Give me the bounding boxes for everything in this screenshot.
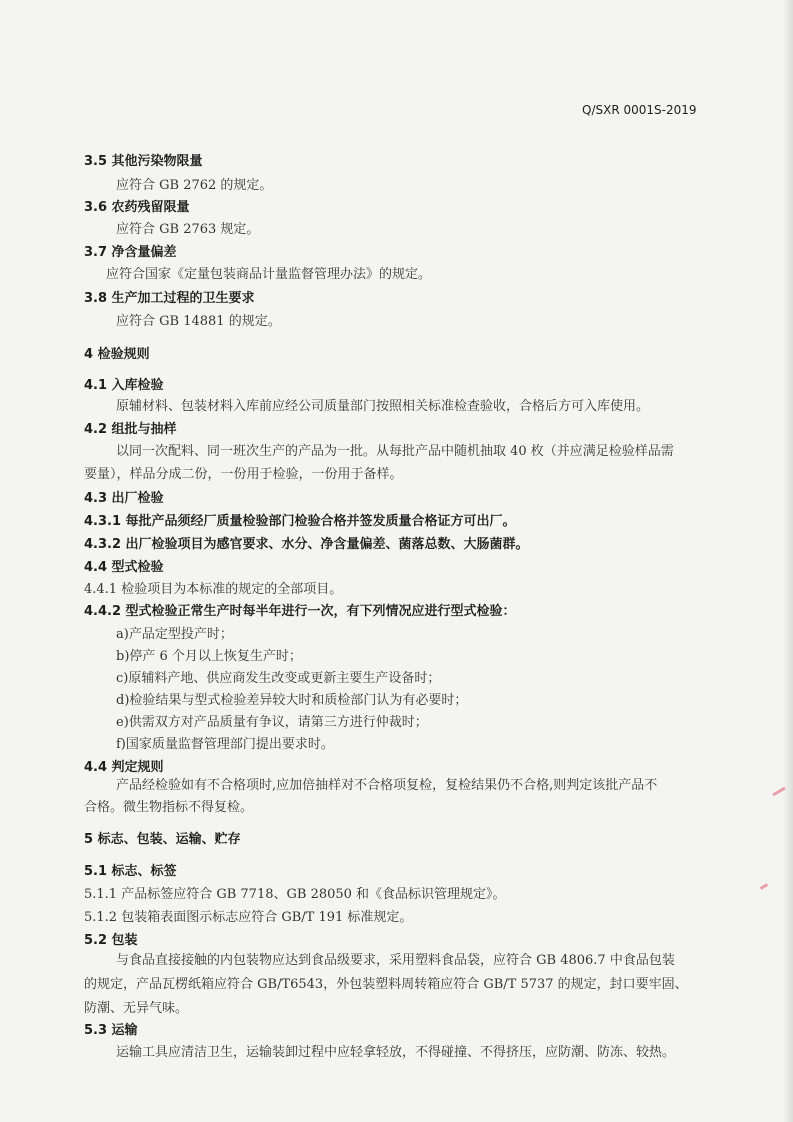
body-text: d)检验结果与型式检验差异较大时和质检部门认为有必要时；: [116, 693, 468, 708]
body-text: c)原辅料产地、供应商发生改变或更新主要生产设备时；: [116, 671, 441, 686]
body-text: 应符合国家《定量包装商品计量监督管理办法》的规定。: [106, 267, 432, 282]
section-heading: 4.3.2 出厂检验项目为感官要求、水分、净含量偏差、菌落总数、大肠菌群。: [84, 537, 529, 552]
section-heading: 3.8 生产加工过程的卫生要求: [84, 291, 255, 306]
section-heading: 3.7 净含量偏差: [84, 245, 177, 260]
body-text: 4.4.1 检验项目为本标准的规定的全部项目。: [84, 582, 343, 597]
document-code: Q/SXR 0001S-2019: [582, 103, 697, 117]
section-heading: 5 标志、包装、运输、贮存: [84, 832, 241, 847]
body-text: b)停产 6 个月以上恢复生产时；: [116, 649, 302, 664]
body-text: 与食品直接接触的内包装物应达到食品级要求，采用塑料食品袋，应符合 GB 4806.7 中食品包装: [116, 953, 675, 968]
section-heading: 4.3.1 每批产品须经厂质量检验部门检验合格并签发质量合格证方可出厂。: [84, 514, 516, 529]
section-heading: 4.4 判定规则: [84, 760, 164, 775]
body-text: 原辅材料、包装材料入库前应经公司质量部门按照相关标准检查验收，合格后方可入库使用。: [116, 399, 650, 414]
section-heading: 3.5 其他污染物限量: [84, 154, 203, 169]
body-text: 合格。微生物指标不得复检。: [84, 800, 254, 815]
section-heading: 3.6 农药残留限量: [84, 200, 190, 215]
body-text: 应符合 GB 14881 的规定。: [116, 314, 281, 329]
body-text: a)产品定型投产时；: [116, 627, 233, 642]
section-heading: 5.3 运输: [84, 1023, 138, 1038]
section-heading: 4.2 组批与抽样: [84, 422, 177, 437]
body-text: 应符合 GB 2763 规定。: [116, 222, 260, 237]
body-text: 产品经检验如有不合格项时,应加倍抽样对不合格项复检，复检结果仍不合格,则判定该批产品不: [116, 778, 658, 793]
body-text: 要量），样品分成二份，一份用于检验，一份用于备样。: [84, 467, 403, 482]
body-text: e)供需双方对产品质量有争议，请第三方进行仲裁时；: [116, 715, 428, 730]
body-text: 5.1.1 产品标签应符合 GB 7718、GB 28050 和《食品标识管理规定》。: [84, 887, 506, 902]
section-heading: 5.1 标志、标签: [84, 864, 177, 879]
body-text: 以同一次配料、同一班次生产的产品为一批。从每批产品中随机抽取 40 枚（并应满足检验样品需: [116, 444, 674, 459]
body-text: f)国家质量监督管理部门提出要求时。: [116, 737, 334, 752]
body-text: 的规定，产品瓦楞纸箱应符合 GB/T6543，外包装塑料周转箱应符合 GB/T 5737 的规定，封口要牢固、: [84, 977, 688, 992]
scan-edge: [783, 0, 793, 1122]
body-text: 防潮、无异气味。: [84, 1001, 189, 1016]
section-heading: 4.4 型式检验: [84, 560, 164, 575]
section-heading: 4.3 出厂检验: [84, 491, 164, 506]
section-heading: 4.1 入库检验: [84, 378, 164, 393]
section-heading: 4.4.2 型式检验正常生产时每半年进行一次，有下列情况应进行型式检验：: [84, 604, 516, 619]
section-heading: 5.2 包装: [84, 933, 138, 948]
section-heading: 4 检验规则: [84, 347, 150, 362]
body-text: 5.1.2 包装箱表面图示标志应符合 GB/T 191 标准规定。: [84, 910, 413, 925]
body-text: 运输工具应清洁卫生，运输装卸过程中应轻拿轻放，不得碰撞、不得挤压，应防潮、防冻、较热。: [116, 1045, 676, 1060]
body-text: 应符合 GB 2762 的规定。: [116, 178, 273, 193]
red-mark: [760, 883, 768, 890]
